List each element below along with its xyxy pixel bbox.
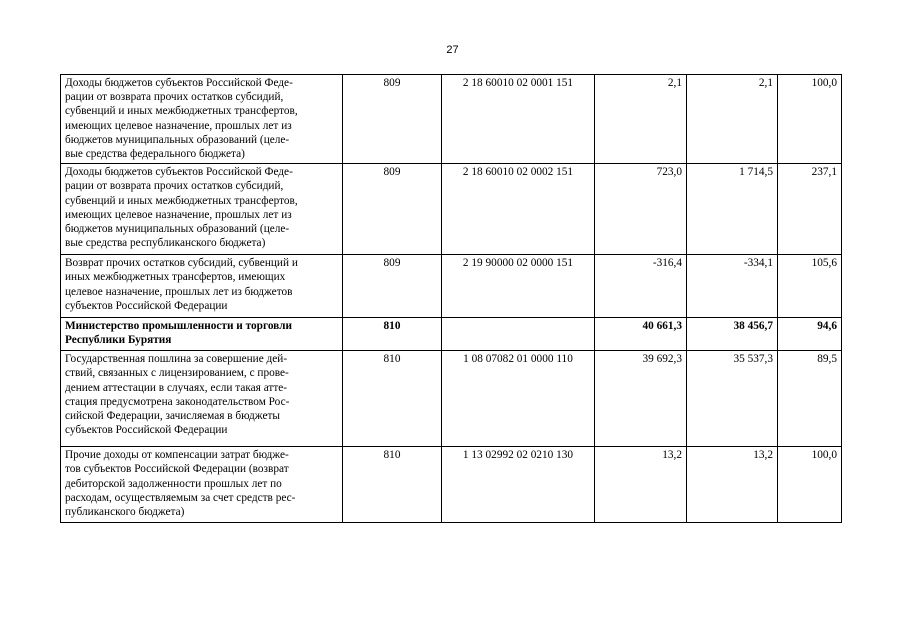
table-row xyxy=(61,75,842,164)
actual-value-cell: 38 456,7 xyxy=(687,318,778,351)
income-name-line: субъектов Российской Федерации xyxy=(65,299,228,312)
ministry-name-cell xyxy=(61,318,343,351)
income-name-line: рации от возврата прочих остатков субсидий, xyxy=(65,91,284,104)
actual-value-cell: 35 537,3 xyxy=(687,351,778,447)
revenue-table xyxy=(60,74,842,523)
income-name-line: Доходы бюджетов субъектов Российской Феде- xyxy=(65,77,293,89)
income-name-line: дебиторской задолженности прошлых лет по xyxy=(65,477,282,490)
income-name-line: сийской Федерации, зачисляемая в бюджеты xyxy=(65,410,280,423)
income-name-line: дением аттестации в случаях, если такая атте- xyxy=(65,381,288,394)
income-name-line: вые средства федерального бюджета) xyxy=(65,148,245,161)
plan-value-cell: 723,0 xyxy=(595,164,687,255)
income-name-line: публиканского бюджета) xyxy=(65,506,185,519)
income-name-line: рации от возврата прочих остатков субсидий, xyxy=(65,180,284,193)
income-name-line: имеющих целевое назначение, прошлых лет из xyxy=(65,119,292,132)
plan-value-cell: -316,4 xyxy=(595,255,687,318)
percent-value-cell: 100,0 xyxy=(778,447,842,523)
income-name-line: субвенций и иных межбюджетных трансфертов, xyxy=(65,105,298,118)
budget-code-cell: 1 08 07082 01 0000 110 xyxy=(442,351,595,447)
percent-value-cell: 94,6 xyxy=(778,318,842,351)
budget-code-cell: 2 18 60010 02 0002 151 xyxy=(442,164,595,255)
budget-code-cell xyxy=(442,318,595,351)
admin-code-cell: 809 xyxy=(343,75,442,164)
percent-value-cell: 89,5 xyxy=(778,351,842,447)
plan-value-cell: 40 661,3 xyxy=(595,318,687,351)
income-name-cell xyxy=(61,351,343,447)
table-row xyxy=(61,447,842,523)
plan-value-cell: 13,2 xyxy=(595,447,687,523)
income-name-line: расходам, осуществляемым за счет средств рес- xyxy=(65,491,296,504)
percent-value-cell: 237,1 xyxy=(778,164,842,255)
table-row xyxy=(61,255,842,318)
income-name-cell xyxy=(61,447,343,523)
income-name-line: вые средства республиканского бюджета) xyxy=(65,237,266,250)
income-name-line: Возврат прочих остатков субсидий, субвенций и xyxy=(65,257,298,270)
admin-code-cell: 809 xyxy=(343,255,442,318)
income-name-line: бюджетов муниципальных образований (целе- xyxy=(65,223,290,236)
income-name-line: ствий, связанных с лицензированием, с прове- xyxy=(65,367,289,380)
income-name-cell xyxy=(61,75,343,164)
actual-value-cell: 13,2 xyxy=(687,447,778,523)
income-name-line: имеющих целевое назначение, прошлых лет из xyxy=(65,208,292,221)
income-name-line: стация предусмотрена законодательством Рос- xyxy=(65,395,290,408)
ministry-name-line: Республики Бурятия xyxy=(65,334,172,347)
income-name-line: субъектов Российской Федерации xyxy=(65,424,228,437)
income-name-cell xyxy=(61,255,343,318)
actual-value-cell: 2,1 xyxy=(687,75,778,164)
plan-value-cell: 2,1 xyxy=(595,75,687,164)
income-name-line: Доходы бюджетов субъектов Российской Феде- xyxy=(65,166,293,179)
income-name-line: Государственная пошлина за совершение дей- xyxy=(65,353,288,366)
admin-code-cell: 809 xyxy=(343,164,442,255)
income-name-line: субвенций и иных межбюджетных трансфертов, xyxy=(65,194,298,207)
table-row xyxy=(61,351,842,447)
page-number: 27 xyxy=(446,44,459,56)
budget-code-cell: 2 19 90000 02 0000 151 xyxy=(442,255,595,318)
income-name-line: целевое назначение, прошлых лет из бюджетов xyxy=(65,285,293,298)
ministry-name-line: Министерство промышленности и торговли xyxy=(65,320,292,333)
actual-value-cell: -334,1 xyxy=(687,255,778,318)
percent-value-cell: 105,6 xyxy=(778,255,842,318)
income-name-line: Прочие доходы от компенсации затрат бюдже- xyxy=(65,449,289,462)
percent-value-cell: 100,0 xyxy=(778,75,842,164)
plan-value-cell: 39 692,3 xyxy=(595,351,687,447)
admin-code-cell: 810 xyxy=(343,318,442,351)
admin-code-cell: 810 xyxy=(343,351,442,447)
actual-value-cell: 1 714,5 xyxy=(687,164,778,255)
table-row-ministry-total xyxy=(61,318,842,351)
budget-code-cell: 2 18 60010 02 0001 151 xyxy=(442,75,595,164)
table-row xyxy=(61,164,842,255)
income-name-line: тов субъектов Российской Федерации (возврат xyxy=(65,463,289,476)
income-name-line: бюджетов муниципальных образований (целе- xyxy=(65,133,290,146)
admin-code-cell: 810 xyxy=(343,447,442,523)
budget-code-cell: 1 13 02992 02 0210 130 xyxy=(442,447,595,523)
income-name-line: иных межбюджетных трансфертов, имеющих xyxy=(65,271,286,284)
income-name-cell xyxy=(61,164,343,255)
